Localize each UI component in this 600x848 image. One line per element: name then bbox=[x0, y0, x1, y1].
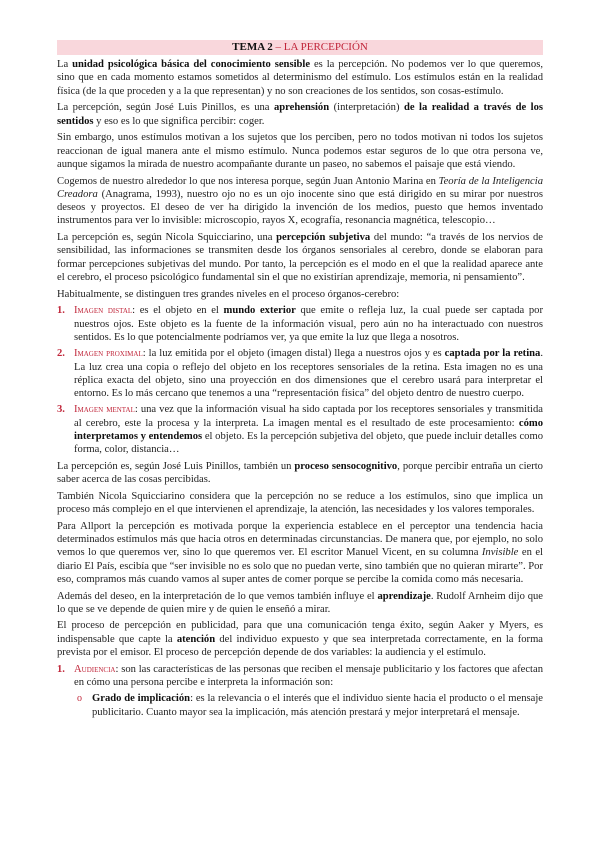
list-item: 1. Audiencia: son las características de las personas que reciben el mensaje publicitario y los factores que afectan en cómo una persona percibe e interpreta la información son: o Grado de implicación: es la relevancia o el interés que el individuo siente hacia el producto o el mensaje publicitario. Cuanto mayor sea la implicación, más atención prestará y mejor interpretará el mensaje. bbox=[57, 663, 543, 718]
title-bold: TEMA 2 bbox=[232, 41, 273, 53]
paragraph-3: Sin embargo, unos estímulos motivan a los sujetos que los perciben, pero no todos motivan ni todos los sujetos reaccionan de igual manera ante el mismo estímulo. Nunca podemos estar seguros de lo que otra persona ve, aunque sigamos la mirada de nuestro acompañante durante un paseo, no sabemos el paisaje que está viendo. bbox=[57, 132, 543, 170]
paragraph-5: La percepción es, según Nicola Squicciarino, una percepción subjetiva del mundo: “a través de los nervios de sensibilidad, las informaciones se transmiten desde los órganos sensoriales al cerebro, donde se elaboran para formar percepciones subjetivas del mundo. Por tanto, la percepción es el modo en el que la realidad aparece ante el cerebro, el proceso psicológico fundamental sin el que no existirían aprendizaje, memoria, ni pensamiento”. bbox=[57, 232, 543, 284]
variables-list bbox=[57, 663, 543, 719]
paragraph-1: La unidad psicológica básica del conocimiento sensible es la percepción. No podemos ver lo que queremos, sino que en cada momento estamos sometidos al determinismo del estímulo. Los estímulos están en la realidad física (de la que proceden y a la que representan) y no son creaciones de los sentidos, son cosas-estímulo. bbox=[57, 59, 543, 97]
list-item: 3. Imagen mental: una vez que la información visual ha sido captada por los receptores sensoriales y transmitida al cerebro, este la procesa y la interpreta. La imagen mental es el resultado de este procesamiento: cómo interpretamos y entendemos el objeto. Es la percepción subjetiva del objeto, que puede incluir detalles como forma, color, distancia… bbox=[57, 404, 543, 456]
title-rest: – LA PERCEPCIÓN bbox=[272, 41, 368, 53]
paragraph-2: La percepción, según José Luis Pinillos, es una aprehensión (interpretación) de la realidad a través de los sentidos y eso es lo que significa percibir: coger. bbox=[57, 102, 543, 127]
paragraph-7: La percepción es, según José Luis Pinillos, también un proceso sensocognitivo, porque percibir entraña un cierto saber acerca de las cosas percibidas. bbox=[57, 460, 543, 485]
page-title bbox=[57, 40, 543, 55]
paragraph-4: Cogemos de nuestro alrededor lo que nos interesa porque, según Juan Antonio Marina en Teoría de la Inteligencia Creadora (Anagrama, 1993), nuestro ojo no es un ojo inocente sino que está dirigido en su mirar por nuestros deseos y proyectos. El deseo de ver ha dirigido la invención de los medios, puesto que hemos inventado instrumentos para ver lo invisible: microscopio, rayos X, ecografía, resonancia magnética, telescopio… bbox=[57, 175, 544, 227]
sub-list bbox=[74, 692, 543, 719]
paragraph-11: El proceso de percepción en publicidad, para que una comunicación tenga éxito, según Aaker y Myers, es indispensable que capte la atención del individuo expuesto y que sea interpretada correctamente, en la forma prevista por el emisor. El proceso de percepción depende de dos variables: la audiencia y el estímulo. bbox=[57, 620, 544, 659]
list-item: 1. Imagen distal: es el objeto en el mundo exterior que emite o refleja luz, la cual puede ser captada por nuestros ojos. Este objeto es la fuente de la información visual, pero aún no ha interactuado con nuestros sentidos. Es lo que potencialmente podríamos ver, ya que emite la luz que llega a nosotros. bbox=[57, 305, 543, 343]
document-page bbox=[57, 40, 543, 722]
sub-list-item: o Grado de implicación: es la relevancia o el interés que el individuo siente hacia el producto o el mensaje publicitario. Cuanto mayor sea la implicación, más atención prestará y mejor interpretará el mensaje. bbox=[77, 693, 543, 718]
paragraph-9: Para Allport la percepción es motivada porque la experiencia establece en el perceptor una tendencia hacia determinados estímulos más que hacia otros en determinadas circunstancias. De manera que, por ejemplo, no solo vemos lo que queremos ver, sino lo que queremos ver. El escritor Manuel Vicent, en su columna Invisible en el diario El País, escibía que “ser invisible no es solo que no puedan verte, sino también que no quieran mirarte”. Por eso, compramos más cuando vamos al super antes de comer porque se percibe la comida como más necesaria. bbox=[57, 520, 543, 585]
paragraph-6: Habitualmente, se distinguen tres grandes niveles en el proceso órganos-cerebro: bbox=[57, 288, 400, 300]
list-item: 2. Imagen proximal: la luz emitida por el objeto (imagen distal) llega a nuestros ojos y es captada por la retina. La luz crea una copia o reflejo del objeto en los receptores sensoriales de la retina. Esta imagen no es una réplica exacta del objeto, sino una proyección en dos dimensiones que el cerebro usará para interpretar el entorno. Es lo más cercano que tenemos a una “representación física” del objeto dentro de nuestro cuerpo. bbox=[57, 348, 544, 400]
paragraph-8: También Nicola Squicciarino considera que la percepción no se reduce a los estímulos, sino que implica un proceso más complejo en el que intervienen el aprendizaje, la atención, las necesidades y los valores temporales. bbox=[57, 490, 543, 515]
circle-bullet-icon: o bbox=[77, 693, 82, 705]
paragraph-10: Además del deseo, en la interpretación de lo que vemos también influye el aprendizaje. Rudolf Arnheim dijo que lo que se ve depende de quien mire y de quien le enseñó a mirar. bbox=[57, 590, 543, 615]
levels-list bbox=[57, 304, 543, 456]
